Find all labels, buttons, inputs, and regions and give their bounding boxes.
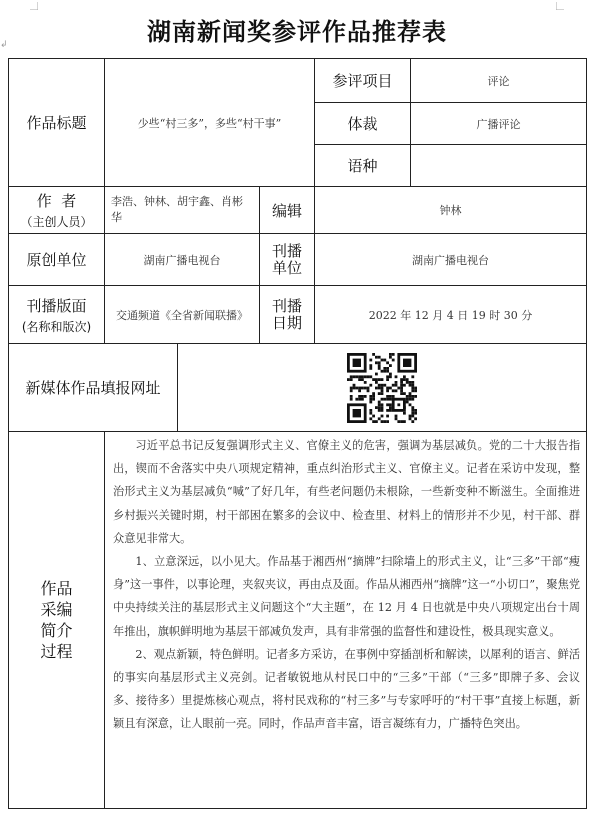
crop-mark-icon <box>30 2 38 10</box>
publish-unit-label: 刊播单位 <box>260 234 315 286</box>
editor-label: 编辑 <box>260 187 315 234</box>
publish-unit-value: 湖南广播电视台 <box>315 234 587 286</box>
intro-label <box>9 432 105 809</box>
qr-code-cell <box>178 344 587 432</box>
intro-label-text: 作品采编简介过程 <box>40 579 73 661</box>
language-value <box>411 145 587 187</box>
author-label-text: 作 者 <box>36 192 77 210</box>
genre-label: 体裁 <box>315 103 411 145</box>
work-title-label: 作品标题 <box>9 59 105 187</box>
author-value: 李浩、钟林、胡宇鑫、肖彬华 <box>105 187 260 234</box>
publish-date-label: 刊播日期 <box>260 286 315 344</box>
publish-layout-value: 交通频道《全省新闻联播》 <box>105 286 260 344</box>
publish-layout-label-text: 刊播版面 <box>26 296 87 315</box>
author-label-sub: （主创人员） <box>20 215 93 229</box>
page-title: 湖南新闻奖参评作品推荐表 <box>147 18 447 46</box>
genre-value: 广播评论 <box>411 103 587 145</box>
new-media-url-label: 新媒体作品填报网址 <box>9 344 178 432</box>
origin-unit-label: 原创单位 <box>9 234 105 286</box>
work-title-value: 少些“村三多”，多些“村干事” <box>105 59 315 187</box>
origin-unit-value: 湖南广播电视台 <box>105 234 260 286</box>
intro-paragraph: 习近平总书记反复强调形式主义、官僚主义的危害，强调为基层减负。党的二十大报告指出，锲而不舍落实中央八项规定精神，重点纠治形式主义、官僚主义。记者在采访中发现，整治形式主义为基层减负“喊”了好几年，有些老问题仍未根除，一些新变种不断滋生。全面推进乡村振兴关键时期，村干部困在繁多的会议中、检查里、材料上的情形并不少见，村干部、群众意见非常大。 <box>113 439 581 545</box>
intro-content <box>105 432 587 809</box>
recommendation-form-table <box>8 58 587 809</box>
margin-mark-icon: ↲ <box>0 40 8 50</box>
language-label: 语种 <box>315 145 411 187</box>
intro-paragraph: 2、观点新颖，特色鲜明。记者多方采访，在事例中穿插剖析和解读，以犀利的语言、鲜活的事实向基层形式主义亮剑。记者敏锐地从村民口中的“三多”干部（“三多”即牌子多、会议多、接待多）里提炼核心观点，将村民戏称的“村三多”与专家呼吁的“村干事”直接上标题，新颖且有深意，让人眼前一亮。同时，作品声音丰富，语言凝练有力，广播特色突出。 <box>113 647 581 731</box>
intro-paragraph: 1、立意深远，以小见大。作品基于湘西州“摘牌”扫除墙上的形式主义，让“三多”干部“瘦身”这一事件，以事论理，夹叙夹议，再由点及面。作品从湘西州“摘牌”这一“小切口”，聚焦党中央持续关注的基层形式主义问题这个“大主题”，在 12 月 4 日也就是中央八项规定出台十周年推出，旗帜鲜明地为基层干部减负发声，具有非常强的监督性和建设性，极具现实意义。 <box>113 555 581 638</box>
crop-mark-icon <box>556 2 564 10</box>
publish-layout-label <box>9 286 105 344</box>
editor-value: 钟林 <box>315 187 587 234</box>
publish-layout-label-sub: (名称和版次) <box>21 319 92 334</box>
category-value: 评论 <box>411 59 587 103</box>
category-label: 参评项目 <box>315 59 411 103</box>
qr-code-image <box>347 353 417 423</box>
author-label <box>9 187 105 234</box>
publish-date-value: 2022 年 12 月 4 日 19 时 30 分 <box>315 286 587 344</box>
